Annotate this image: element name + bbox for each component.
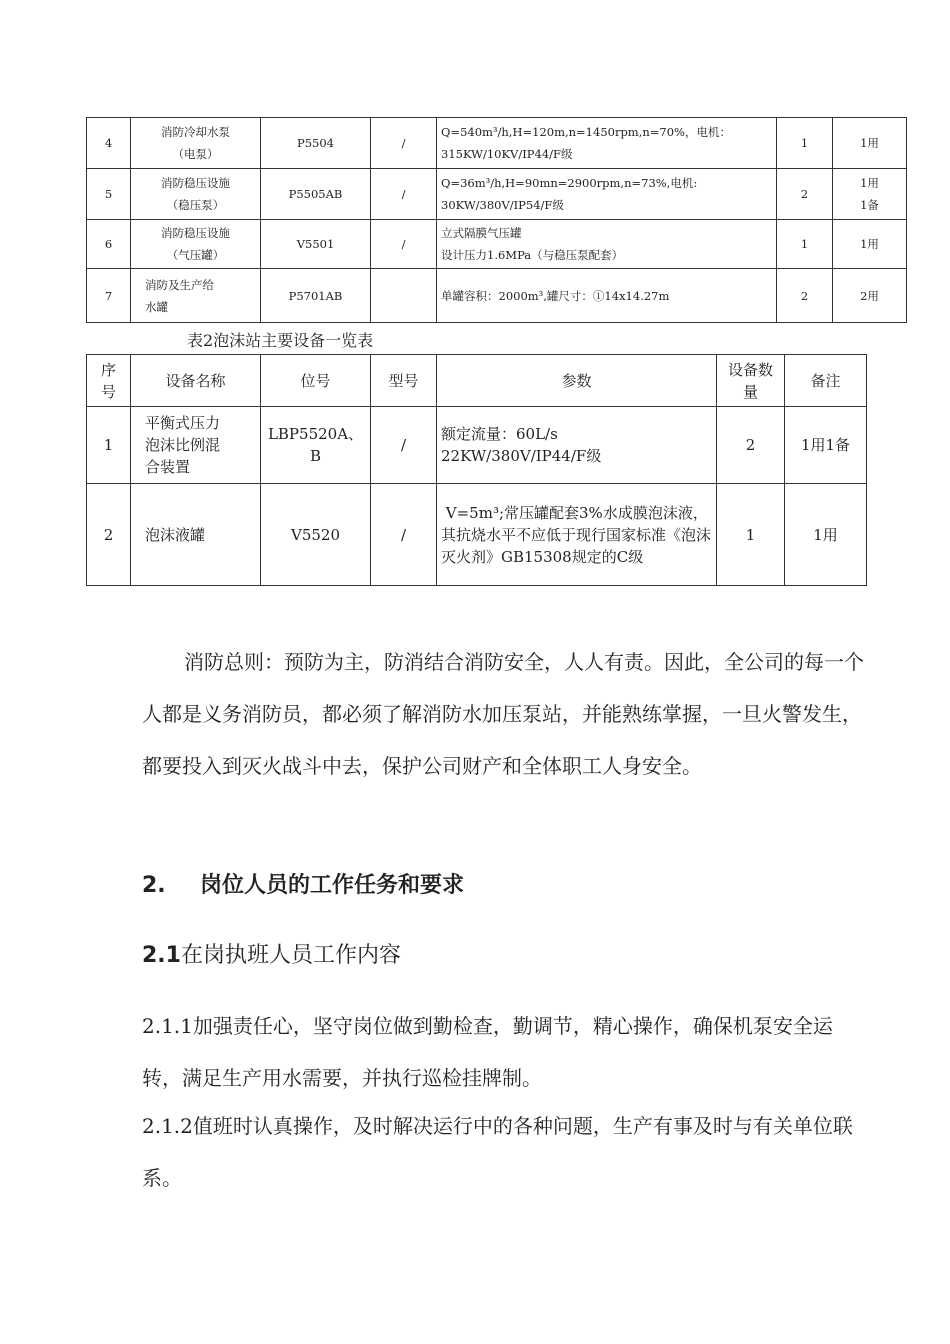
cell-tag: P5504 <box>261 118 371 169</box>
table-row <box>87 269 907 323</box>
table-row <box>87 407 867 484</box>
table-row <box>87 169 907 220</box>
cell-params: Q=540m³/h,H=120m,n=1450rpm,n=70%，电机： 315KW/10KV/IP44/F级 <box>437 118 777 169</box>
cell-name: 消防稳压设施 （稳压泵） <box>131 169 261 220</box>
header-params: 参数 <box>437 355 717 407</box>
cell-model: / <box>371 169 437 220</box>
cell-no: 5 <box>87 169 131 220</box>
cell-model: / <box>371 407 437 484</box>
section-heading-2 <box>142 868 464 899</box>
header-qty: 设备数 量 <box>717 355 785 407</box>
table-row <box>87 118 907 169</box>
cell-no: 1 <box>87 407 131 484</box>
cell-params: V=5m³;常压罐配套3%水成膜泡沫液，其抗烧水平不应低于现行国家标准《泡沫灭火剂》GB15308规定的C级 <box>437 484 717 586</box>
header-note: 备注 <box>785 355 867 407</box>
header-no: 序 号 <box>87 355 131 407</box>
cell-note: 1用 <box>833 220 907 269</box>
cell-qty: 1 <box>717 484 785 586</box>
cell-tag: LBP5520A、 B <box>261 407 371 484</box>
table-row <box>87 484 867 586</box>
header-tag: 位号 <box>261 355 371 407</box>
equipment-table-1 <box>86 117 907 323</box>
cell-no: 2 <box>87 484 131 586</box>
fire-safety-principle-paragraph <box>142 636 872 792</box>
cell-params: 额定流量：60L/s 22KW/380V/IP44/F级 <box>437 407 717 484</box>
cell-model: / <box>371 484 437 586</box>
cell-model: / <box>371 220 437 269</box>
cell-params: Q=36m³/h,H=90mn=2900rpm,n=73%,电机: 30KW/380V/IP54/F级 <box>437 169 777 220</box>
cell-tag: P5701AB <box>261 269 371 323</box>
cell-note: 1用 <box>785 484 867 586</box>
cell-note: 1用 1备 <box>833 169 907 220</box>
cell-name: 平衡式压力 泡沫比例混 合装置 <box>131 407 261 484</box>
cell-model: / <box>371 118 437 169</box>
section-number: 2.1 <box>142 943 181 968</box>
header-model: 型号 <box>371 355 437 407</box>
cell-tag: P5505AB <box>261 169 371 220</box>
cell-tag: V5520 <box>261 484 371 586</box>
cell-name: 泡沫液罐 <box>131 484 261 586</box>
cell-note: 1用 <box>833 118 907 169</box>
cell-params: 立式隔膜气压罐 设计压力1.6MPa（与稳压泵配套） <box>437 220 777 269</box>
section-title: 在岗执班人员工作内容 <box>180 943 401 968</box>
list-item: 2.1.1加强责任心，坚守岗位做到勤检查，勤调节，精心操作，确保机泵安全运转，满足生产用水需要，并执行巡检挂牌制。 <box>142 1014 833 1090</box>
cell-qty: 2 <box>777 169 833 220</box>
cell-no: 4 <box>87 118 131 169</box>
cell-name: 消防及生产给 水罐 <box>131 269 261 323</box>
section-number: 2. <box>142 873 166 898</box>
cell-tag: V5501 <box>261 220 371 269</box>
paragraph-text: 消防总则：预防为主，防消结合消防安全，人人有责。因此，全公司的每一个人都是义务消防员，都必须了解消防水加压泵站，并能熟练掌握，一旦火警发生，都要投入到灭火战斗中去，保护公司财产和全体职工人身安全。 <box>142 650 864 778</box>
cell-name: 消防冷却水泵 （电泵） <box>131 118 261 169</box>
cell-no: 7 <box>87 269 131 323</box>
header-name: 设备名称 <box>131 355 261 407</box>
cell-qty: 2 <box>777 269 833 323</box>
cell-note: 1用1备 <box>785 407 867 484</box>
cell-qty: 1 <box>777 220 833 269</box>
list-item: 2.1.2值班时认真操作，及时解决运行中的各种问题，生产有事及时与有关单位联系。 <box>142 1114 853 1190</box>
section-heading-2-1 <box>142 938 401 969</box>
cell-name: 消防稳压设施 （气压罐） <box>131 220 261 269</box>
cell-qty: 1 <box>777 118 833 169</box>
cell-no: 6 <box>87 220 131 269</box>
cell-params: 单罐容积：2000m³,罐尺寸：①14x14.27m <box>437 269 777 323</box>
foam-station-equipment-table <box>86 354 867 586</box>
cell-qty: 2 <box>717 407 785 484</box>
section-title: 岗位人员的工作任务和要求 <box>200 873 465 898</box>
table-header-row <box>87 355 867 407</box>
cell-note: 2用 <box>833 269 907 323</box>
table-caption: 表2泡沫站主要设备一览表 <box>187 331 374 350</box>
table-row <box>87 220 907 269</box>
cell-model <box>371 269 437 323</box>
